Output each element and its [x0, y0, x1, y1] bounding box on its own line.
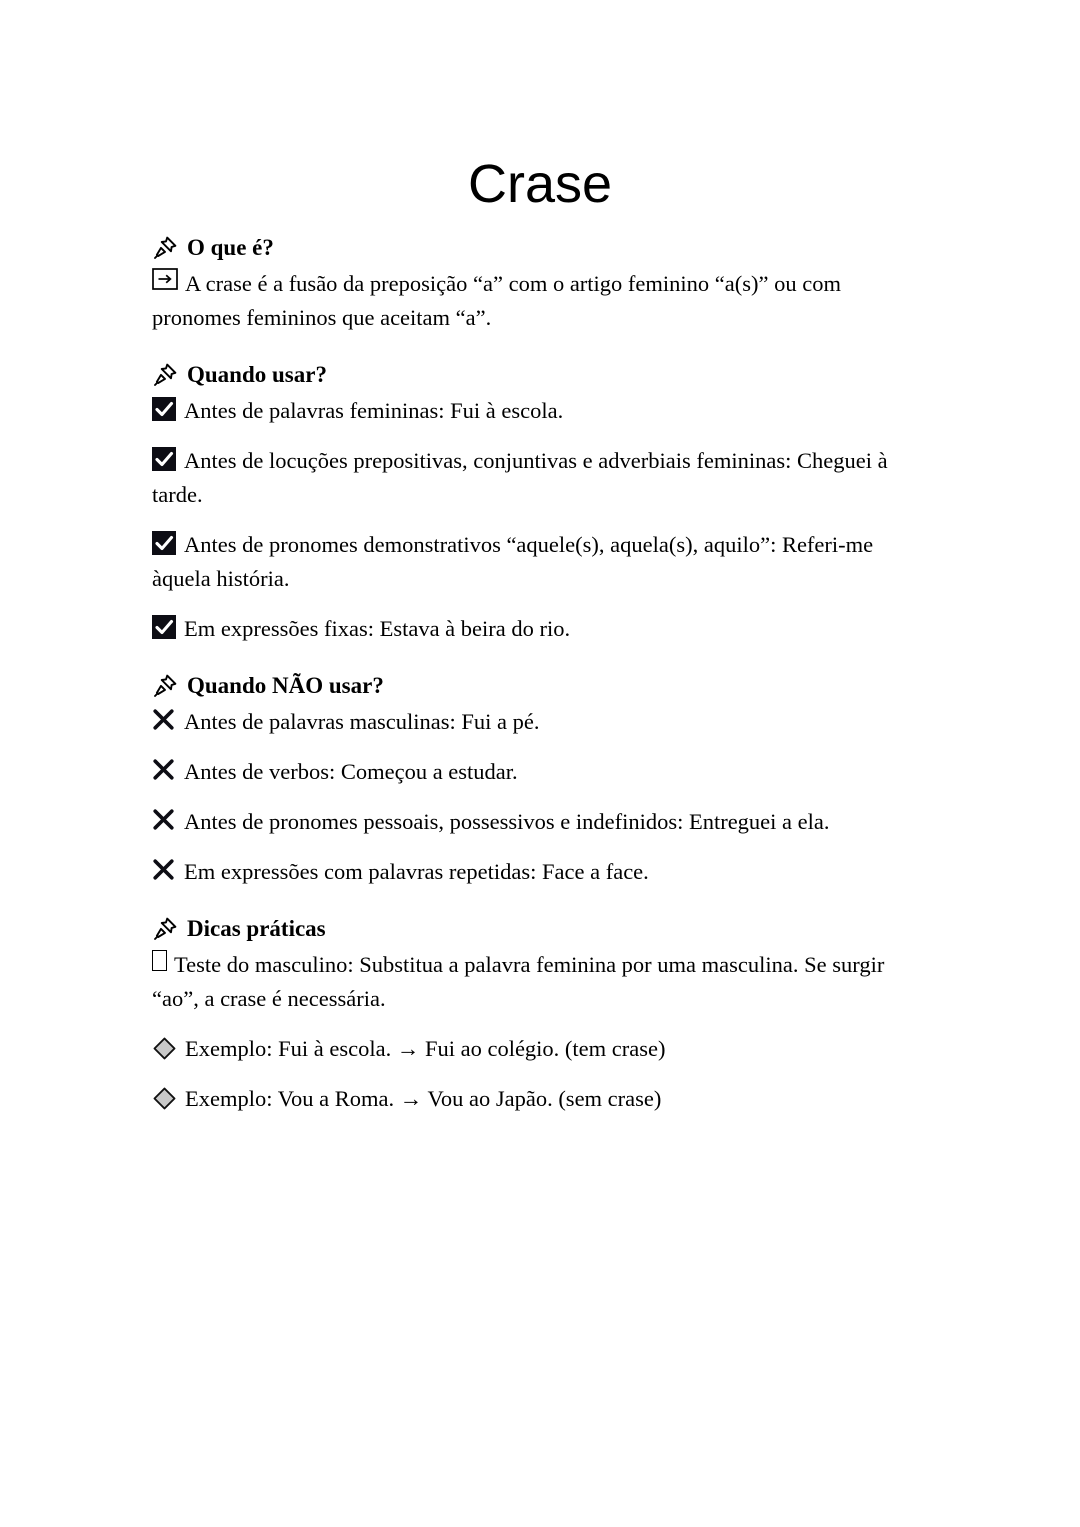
list-item-text: Teste do masculino: Substitua a palavra feminina por uma masculina. Se surgir “ao”, a crase é necessária.	[152, 952, 885, 1011]
cross-mark-icon	[152, 808, 175, 831]
section-heading-o-que-e	[152, 232, 932, 263]
list-item	[152, 1032, 932, 1066]
list-item-text: A crase é a fusão da preposição “a” com o artigo feminino “a(s)” ou com pronomes femininos que aceitam “a”.	[152, 271, 841, 330]
cross-mark-icon	[152, 758, 175, 781]
section-heading-label: Dicas práticas	[187, 916, 326, 941]
list-item	[152, 705, 932, 739]
list-item-text: Antes de palavras masculinas: Fui a pé.	[184, 709, 540, 734]
pushpin-icon	[152, 916, 178, 942]
list-item	[152, 948, 932, 1016]
cross-mark-icon	[152, 708, 175, 731]
list-item	[152, 1082, 932, 1116]
list-item-text: Exemplo: Vou a Roma. → Vou ao Japão. (sem crase)	[185, 1086, 662, 1111]
list-item	[152, 855, 932, 889]
section-heading-quando-usar	[152, 359, 932, 390]
checkbox-checked-icon	[152, 397, 176, 421]
list-item	[152, 267, 932, 335]
section-heading-label: Quando usar?	[187, 362, 327, 387]
list-item	[152, 612, 932, 646]
list-item-text: Em expressões com palavras repetidas: Face a face.	[184, 859, 649, 884]
section-heading-label: O que é?	[187, 235, 274, 260]
document-body	[152, 232, 932, 1116]
list-item-text: Antes de locuções prepositivas, conjuntivas e adverbiais femininas: Cheguei à tarde.	[152, 448, 888, 507]
checkbox-checked-icon	[152, 615, 176, 639]
pushpin-icon	[152, 673, 178, 699]
cross-mark-icon	[152, 858, 175, 881]
section-heading-label: Quando NÃO usar?	[187, 673, 384, 698]
list-item	[152, 805, 932, 839]
list-item-text: Exemplo: Fui à escola. → Fui ao colégio. (tem crase)	[185, 1036, 666, 1061]
checkbox-checked-icon	[152, 531, 176, 555]
section-heading-quando-nao-usar	[152, 670, 932, 701]
list-item-text: Antes de pronomes demonstrativos “aquele(s), aquela(s), aquilo”: Referi-me àquela história.	[152, 532, 874, 591]
pushpin-icon	[152, 362, 178, 388]
page-title: Crase	[467, 154, 613, 215]
list-item	[152, 444, 932, 512]
arrow-right-box-icon	[152, 268, 178, 290]
list-item-text: Antes de verbos: Começou a estudar.	[184, 759, 518, 784]
list-item-text: Em expressões fixas: Estava à beira do rio.	[184, 616, 571, 641]
missing-glyph-box-icon	[152, 950, 167, 971]
diamond-icon	[152, 1086, 177, 1111]
list-item-text: Antes de palavras femininas: Fui à escola.	[184, 398, 564, 423]
diamond-icon	[152, 1036, 177, 1061]
list-item	[152, 528, 932, 596]
pushpin-icon	[152, 235, 178, 261]
section-heading-dicas-praticas	[152, 913, 932, 944]
list-item-text: Antes de pronomes pessoais, possessivos e indefinidos: Entreguei a ela.	[184, 809, 830, 834]
list-item	[152, 394, 932, 428]
checkbox-checked-icon	[152, 447, 176, 471]
list-item	[152, 755, 932, 789]
